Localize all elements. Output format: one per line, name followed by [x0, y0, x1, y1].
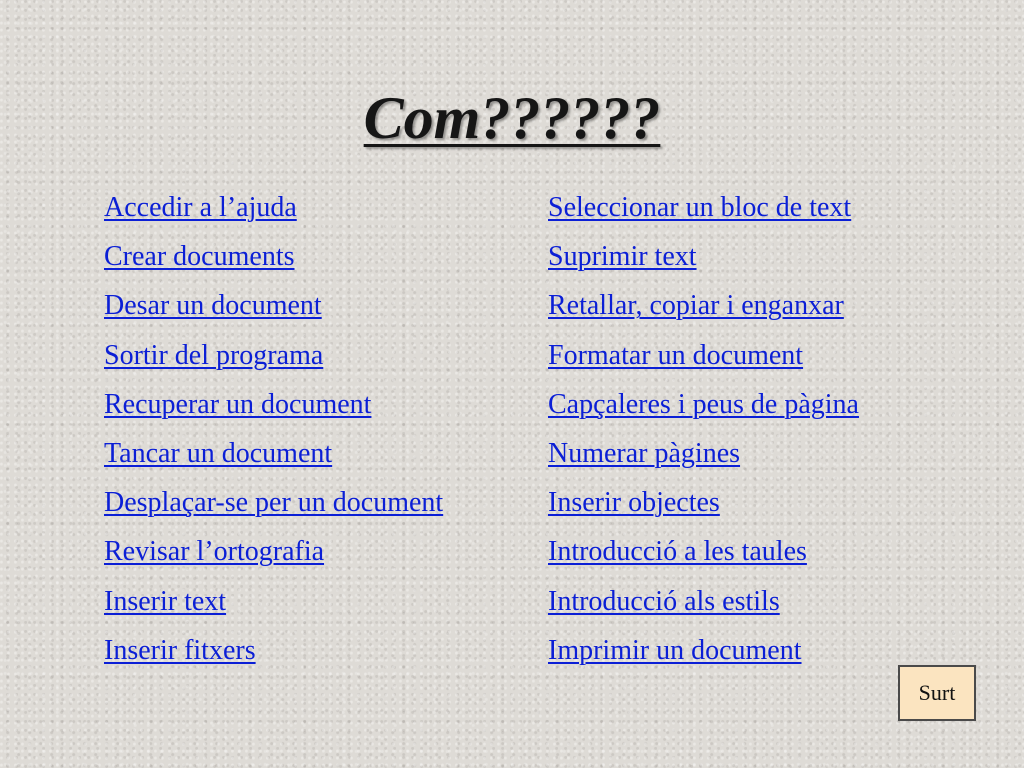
link-inserir-objectes[interactable]: Inserir objectes: [548, 487, 720, 519]
menu-left-column: [104, 187, 443, 679]
link-numerar-pagines[interactable]: Numerar pàgines: [548, 437, 741, 469]
link-accedir-ajuda[interactable]: Accedir a l’ajuda: [104, 192, 297, 223]
link-imprimir-document[interactable]: Imprimir un document: [548, 634, 802, 666]
link-suprimir-text[interactable]: Suprimir text: [548, 241, 697, 273]
link-inserir-text[interactable]: Inserir text: [104, 585, 227, 617]
list-item: [104, 236, 443, 285]
link-formatar-document[interactable]: Formatar un document: [548, 339, 804, 371]
link-capcaleres-peus[interactable]: Capçaleres i peus de pàgina: [548, 388, 859, 420]
link-crear-documents[interactable]: Crear documents: [104, 241, 295, 273]
list-item: [548, 236, 859, 285]
list-item: [104, 482, 443, 531]
list-item: [548, 581, 859, 630]
link-tancar-document[interactable]: Tancar un document: [104, 437, 333, 469]
link-sortir-programa[interactable]: Sortir del programa: [104, 339, 324, 371]
list-item: [104, 335, 443, 384]
link-revisar-ortografia[interactable]: Revisar l’ortografia: [104, 536, 325, 568]
link-desar-document[interactable]: Desar un document: [104, 290, 322, 322]
list-item: [548, 482, 859, 531]
list-item: [548, 335, 859, 384]
menu-right-column: [548, 187, 859, 679]
exit-button-label: Surt: [918, 680, 956, 705]
link-inserir-fitxers[interactable]: Inserir fitxers: [104, 634, 256, 666]
list-item: [104, 630, 443, 679]
list-item: [104, 581, 443, 630]
link-seleccionar-bloc[interactable]: Seleccionar un bloc de text: [548, 192, 852, 223]
link-recuperar-document[interactable]: Recuperar un document: [104, 388, 372, 420]
list-item: [104, 285, 443, 334]
list-item: [104, 433, 443, 482]
link-introduccio-estils[interactable]: Introducció als estils: [548, 585, 780, 617]
list-item: [548, 531, 859, 580]
list-item: [104, 531, 443, 580]
list-item: [548, 285, 859, 334]
list-item: [548, 630, 859, 679]
link-desplacar-document[interactable]: Desplaçar-se per un document: [104, 487, 444, 519]
list-item: [104, 384, 443, 433]
link-retallar-copiar-enganxar[interactable]: Retallar, copiar i enganxar: [548, 290, 844, 322]
list-item: [104, 187, 443, 236]
list-item: [548, 384, 859, 433]
page-title: Com??????: [363, 85, 661, 151]
list-item: [548, 433, 859, 482]
link-introduccio-taules[interactable]: Introducció a les taules: [548, 536, 807, 568]
exit-button[interactable]: [898, 665, 976, 721]
list-item: [548, 187, 859, 236]
